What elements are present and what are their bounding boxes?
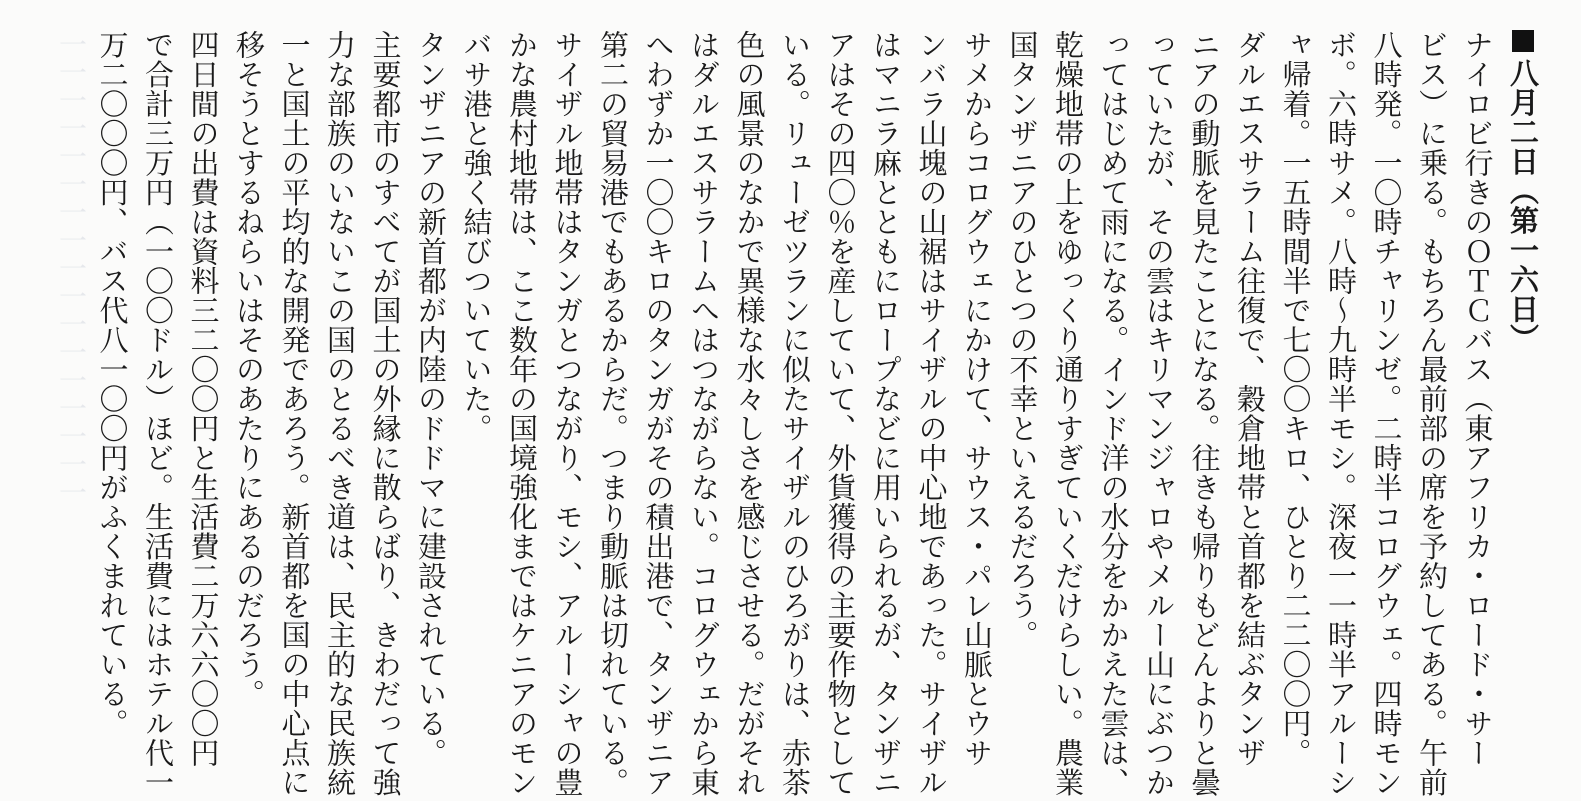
text-line: 色の風景のなかで異様な水々しさを感じさせる。だがそれ [732,30,767,797]
text-line: バサ港と強く結びついていた。 [459,30,494,443]
text-line: いる。リューゼツランに似たサイザルのひろがりは、赤茶 [778,30,812,797]
text-line: へわずか一〇〇キロのタンガがその積出港で、タンザニア [641,30,676,797]
text-line: 移そうとするねらいはそのあたりにあるのだろう。 [232,30,266,709]
text-line: ナイロビ行きのＯＴＣバス（東アフリカ・ロード・サー [1460,30,1495,768]
section-heading [1500,30,1546,790]
text-line: 乾燥地帯の上をゆっくり通りすぎていくだけらしい。農業 [1051,30,1085,797]
square-bullet-icon [1512,30,1534,52]
text-line: で合計三万円（一〇〇ドル）ほど。生活費にはホテル代一 [141,30,175,797]
text-line: ニアの動脈を見たことになる。往きも帰りもどんよりと曇 [1187,30,1222,797]
heading-date: 八月二日 [1506,58,1540,176]
text-line: アはその四〇％を産していて、外貨獲得の主要作物として [823,30,858,797]
text-line: 万二〇〇〇円、バス代八一〇〇円がふくまれている。 [95,30,130,738]
text-line: かな農村地帯は、ここ数年の国境強化まではケニアのモン [505,30,539,797]
text-line: サメからコログウェにかけて、サウス・パレ山脈とウサ [960,30,994,768]
heading-day: （第一六日） [1506,176,1540,353]
text-line: タンザニアの新首都が内陸のドドマに建設されている。 [414,30,448,768]
text-line: ビス）に乗る。もちろん最前部の席を予約してある。午前 [1415,30,1449,797]
text-line: 力な部族のいないこの国のとるべき道は、民主的な民族統 [323,30,357,797]
text-line: はマニラ麻とともにロープなどに用いられるが、タンザニ [869,30,903,797]
text-line: 八時発。一〇時チャリンゼ。二時半コログウェ。四時モン [1369,30,1404,797]
text-line: 一と国土の平均的な開発であろう。新首都を国の中心点に [277,30,312,797]
text-line: 国タンザニアのひとつの不幸といえるだろう。 [1005,30,1040,650]
text-line: サイザル地帯はタンガとつながり、モシ、アルーシャの豊 [550,30,585,797]
text-line: 四日間の出費は資料三二〇〇円と生活費二万六六〇〇円 [186,30,221,768]
text-line: はダルエスサラームへはつながらない。コログウェから東 [687,30,721,797]
article-body [89,30,1545,797]
text-line: ンバラ山塊の山裾はサイザルの中心地であった。サイザル [914,30,949,797]
text-line: 第二の貿易港でもあるからだ。つまり動脈は切れている。 [596,30,630,797]
text-line: ボ。六時サメ。八時～九時半モシ。深夜一一時半アルーシ [1324,30,1358,797]
text-line: ってはじめて雨になる。インド洋の水分をかかえた雲は、 [1096,30,1131,797]
text-line: 主要都市のすべてが国土の外縁に散らばり、きわだって強 [368,30,403,797]
bleed-through-left: 一一一一一一一一一一一一一一一一一 [55,30,88,506]
text-line: っていたが、その雲はキリマンジャロやメルー山にぶつか [1142,30,1176,797]
text-line: ダルエスサラーム往復で、穀倉地帯と首都を結ぶタンザ [1233,30,1267,768]
text-line: ャ帰着。一五時間半で七〇〇キロ、ひとり二二〇〇円。 [1278,30,1313,768]
